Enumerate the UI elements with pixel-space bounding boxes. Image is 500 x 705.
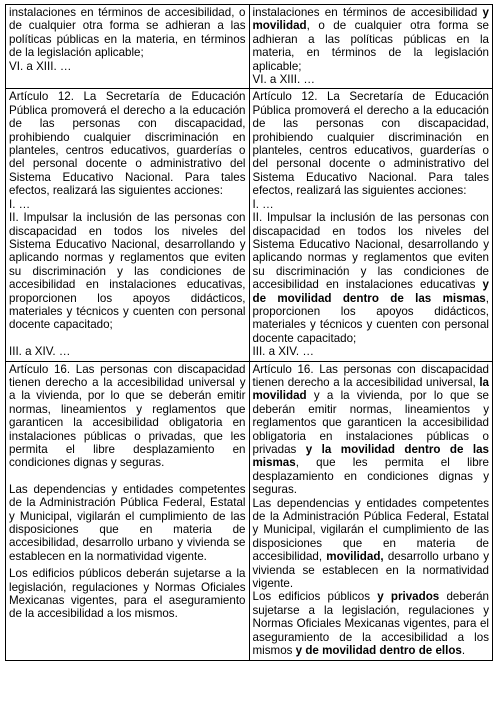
paragraph xyxy=(253,73,490,86)
comparison-table-body xyxy=(6,5,493,661)
text-segment: desarrollo urbano y vivienda se establecen en la normatividad vigente. xyxy=(252,550,489,591)
text-segment: Las dependencias y entidades competentes de la Administración Pública Federal, Estatal y Municipal, vigilarán el cumplimiento de las disposiciones que en materia de accesibilidad, desarrollo urbano y vivienda se establecen en la normatividad vigente. xyxy=(9,482,246,563)
text-segment: Artículo 16. Las personas con discapacidad tienen derecho a la accesibilidad universal, xyxy=(252,362,489,389)
text-segment: y a la vivienda, por lo que se deberán emitir normas, lineamientos y reglamentos que garanticen la accesibilidad obligatoria en instalaciones públicas o privadas xyxy=(252,389,489,456)
text-segment: , o de cualquier otra forma se adhieran a las políticas públicas en la materia, en términos de la legislación aplicable; xyxy=(252,19,489,73)
proposed-text-cell xyxy=(249,89,493,361)
bold-text-segment: y movilidad xyxy=(252,6,489,33)
paragraph xyxy=(253,198,490,211)
text-segment: , proporcionen los apoyos didácticos, materiales y técnicos y cuenten con personal docente capacitado; xyxy=(252,291,489,345)
bold-text-segment: movilidad, xyxy=(326,550,384,564)
table-row xyxy=(6,5,493,89)
text-segment: Artículo 12. La Secretaría de Educación Pública promoverá el derecho a la educación de las personas con discapacidad, prohibiendo cualquier discriminación en planteles, centros educativos, guarderías o del personal docente o administrativo del Sistema Educativo Nacional. Para tales efectos, realizará las siguientes acciones: xyxy=(252,90,489,198)
text-segment: Artículo 12. La Secretaría de Educación Pública promoverá el derecho a la educación de las personas con discapacidad, prohibiendo cualquier discriminación en planteles, centros educativos, guarderías o del personal docente o administrativo del Sistema Educativo Nacional. Para tales efectos, realizará las siguientes acciones: xyxy=(9,90,246,198)
text-segment: III. a XIV. … xyxy=(9,344,71,358)
current-text-cell xyxy=(6,89,250,361)
text-segment: instalaciones en términos de accesibilidad xyxy=(252,6,483,19)
paragraph xyxy=(9,6,246,60)
text-segment: Artículo 16. Las personas con discapacidad tienen derecho a la accesibilidad universal y a la vivienda, por lo que se deberán emitir normas, lineamientos y reglamentos que garanticen la accesibilidad obligatoria en instalaciones públicas o privadas, que les permita el libre desplazamiento en condiciones dignas y seguras. xyxy=(9,362,246,470)
paragraph xyxy=(253,211,490,345)
text-segment: Los edificios públicos deberán sujetarse a la legislación, regulaciones y Normas Oficiales Mexicanas vigentes, para el aseguramiento de la accesibilidad a los mismos. xyxy=(9,567,246,621)
table-row xyxy=(6,89,493,361)
paragraph xyxy=(9,211,246,332)
text-segment: II. Impulsar la inclusión de las personas con discapacidad en todos los niveles del Sistema Educativo Nacional, desarrollando y aplicando normas y reglamentos que eviten su discriminación y las condiciones de accesibilidad en instalaciones educativas, proporcionen los apoyos didácticos, materiales y técnicos y cuenten con personal docente capacitado; xyxy=(9,211,246,332)
paragraph xyxy=(253,345,490,358)
text-segment: I. … xyxy=(252,197,274,211)
text-segment: . xyxy=(461,644,466,658)
paragraph xyxy=(253,90,490,197)
current-text-cell xyxy=(6,5,250,89)
bold-text-segment: y privados xyxy=(377,590,440,604)
proposed-text-cell xyxy=(249,5,493,89)
bold-text-segment: y la movilidad dentro de las mismas xyxy=(252,443,489,470)
text-segment: , que les permita el libre desplazamiento en condiciones dignas y seguras. xyxy=(252,456,489,497)
bold-text-segment: y de movilidad dentro de ellos xyxy=(295,644,462,658)
paragraph xyxy=(9,363,246,470)
table-row xyxy=(6,361,493,660)
text-segment: I. … xyxy=(9,197,31,211)
text-segment: instalaciones en términos de accesibilidad, o de cualquier otra forma se adhieran a las políticas públicas en la materia, en términos de la legislación aplicable; xyxy=(9,6,246,60)
paragraph xyxy=(9,345,246,358)
paragraph xyxy=(253,363,490,497)
text-segment: VI. a XIII. … xyxy=(9,59,72,73)
paragraph xyxy=(9,90,246,197)
paragraph xyxy=(253,497,490,591)
text-segment: II. Impulsar la inclusión de las personas con discapacidad en todos los niveles del Sistema Educativo Nacional, desarrollando y aplicando normas y reglamentos que eviten su discriminación y las condiciones de accesibilidad en instalaciones educativas xyxy=(252,211,489,292)
paragraph xyxy=(9,567,246,621)
paragraph xyxy=(9,60,246,73)
paragraph xyxy=(253,6,490,73)
paragraph xyxy=(253,590,490,657)
text-segment: Las dependencias y entidades competentes de la Administración Pública Federal, Estatal y Municipal, vigilarán el cumplimiento de las disposiciones que en materia de accesibilidad, xyxy=(252,496,489,564)
comparison-table xyxy=(5,4,493,661)
proposed-text-cell xyxy=(249,361,493,660)
bold-text-segment: y de movilidad dentro de las mismas xyxy=(252,278,489,305)
text-segment: deberán sujetarse a la legislación, regulaciones y Normas Oficiales Mexicanas vigentes, para el aseguramiento de la accesibilidad a los mismos xyxy=(252,590,489,658)
paragraph xyxy=(9,198,246,211)
text-segment: Los edificios públicos xyxy=(252,590,378,604)
current-text-cell xyxy=(6,361,250,660)
text-segment: III. a XIV. … xyxy=(252,345,314,359)
paragraph xyxy=(9,483,246,563)
bold-text-segment: la movilidad xyxy=(252,375,489,403)
text-segment: VI. a XIII. … xyxy=(252,73,315,87)
